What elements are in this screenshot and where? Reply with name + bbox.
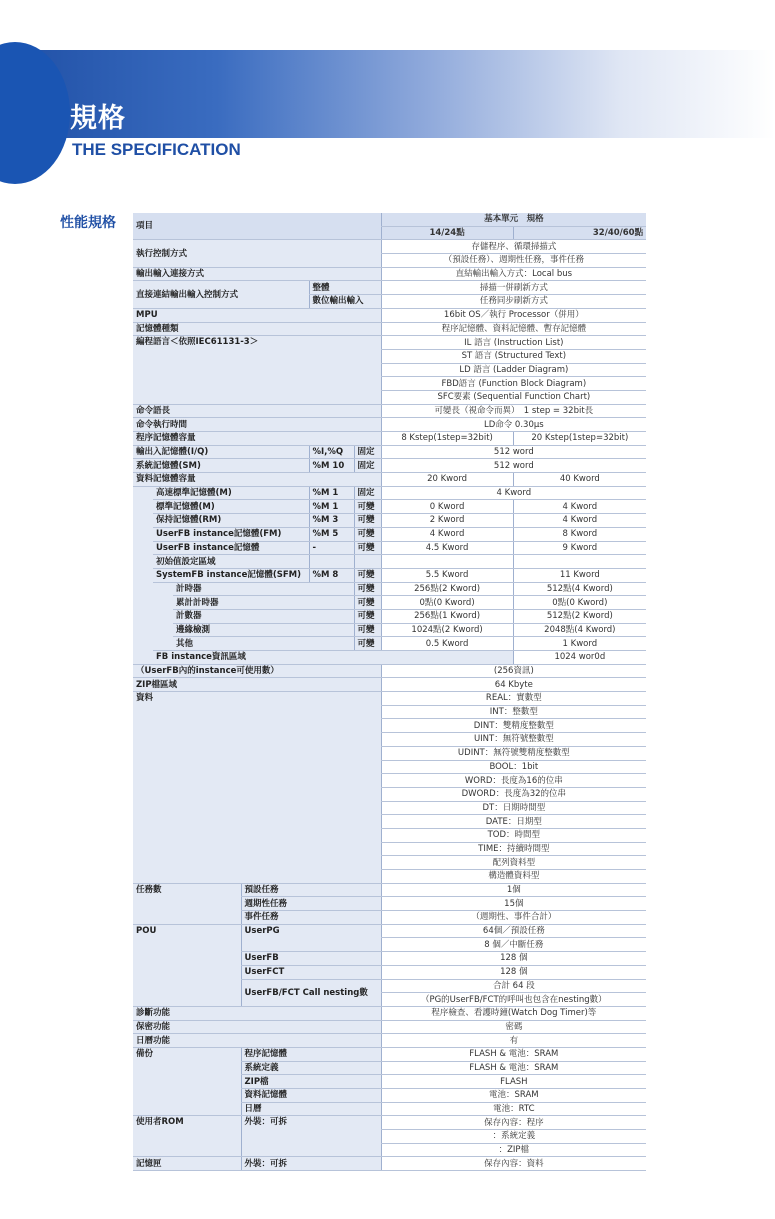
row-value: 128 個 xyxy=(381,952,646,966)
row-value: UINT：無符號整數型 xyxy=(381,733,646,747)
row-label: 標準記憶體(M) xyxy=(153,500,309,514)
row-value: 掃描一併刷新方式 xyxy=(381,281,646,295)
row-sublabel: 事件任務 xyxy=(241,911,381,925)
row-sublabel: UserFB/FCT Call nesting數 xyxy=(241,979,381,1006)
row-value: 0.5 Kword xyxy=(381,637,513,651)
row-sublabel: 週期性任務 xyxy=(241,897,381,911)
row-value: FLASH & 電池：SRAM xyxy=(381,1061,646,1075)
row-value: 程序檢查、看護時鐘(Watch Dog Timer)等 xyxy=(381,1006,646,1020)
row-value: 任務同步刷新方式 xyxy=(381,295,646,309)
table-row xyxy=(133,240,646,254)
row-value: 4.5 Kword xyxy=(381,541,513,555)
row-value: 直結輸出輸入方式：Local bus xyxy=(381,267,646,281)
row-label: SystemFB instance記憶體(SFM) xyxy=(153,568,309,582)
row-label: 任務數 xyxy=(133,883,241,924)
row-value: 4 Kword xyxy=(513,514,646,528)
row-value: LD 語言 (Ladder Diagram) xyxy=(381,363,646,377)
row-value: 4 Kword xyxy=(513,500,646,514)
table-row xyxy=(133,308,646,322)
row-value: FLASH & 電池：SRAM xyxy=(381,1047,646,1061)
row-value: 16bit OS／執行 Processor（併用） xyxy=(381,308,646,322)
row-value: 1024 wor0d xyxy=(513,651,646,665)
row-label: FB instance資訊區域 xyxy=(153,651,513,665)
row-value: ：ZIP檔 xyxy=(381,1143,646,1157)
table-row xyxy=(133,692,646,706)
row-attr: 固定 xyxy=(354,445,381,459)
table-row xyxy=(133,336,646,350)
row-value: ：系統定義 xyxy=(381,1130,646,1144)
row-sublabel: UserFB xyxy=(241,952,381,966)
row-value: 256點(2 Kword) xyxy=(381,582,513,596)
table-row xyxy=(133,281,646,295)
row-symbol: %I,%Q xyxy=(309,445,354,459)
row-value: 256點(1 Kword) xyxy=(381,609,513,623)
row-value: 64個／預設任務 xyxy=(381,924,646,938)
row-label: 計數器 xyxy=(173,609,354,623)
row-sublabel: 整體 xyxy=(309,281,381,295)
row-label: 保持記憶體(RM) xyxy=(153,514,309,528)
table-row xyxy=(133,267,646,281)
row-value: WORD：長度為16的位串 xyxy=(381,774,646,788)
table-row xyxy=(133,500,646,514)
row-value: LD命令 0.30µs xyxy=(381,418,646,432)
row-value: 5.5 Kword xyxy=(381,568,513,582)
row-value: FBD語言 (Function Block Diagram) xyxy=(381,377,646,391)
header-item: 項目 xyxy=(133,213,381,240)
row-sublabel: 外裝：可拆 xyxy=(241,1116,381,1157)
table-row xyxy=(133,637,646,651)
table-row xyxy=(133,1006,646,1020)
row-sublabel: UserFCT xyxy=(241,965,381,979)
row-label: 保密功能 xyxy=(133,1020,381,1034)
row-label: 系統記憶體(SM) xyxy=(133,459,309,473)
table-row xyxy=(133,678,646,692)
row-sublabel: 日曆 xyxy=(241,1102,381,1116)
row-label: 直接連結輸出輸入控制方式 xyxy=(133,281,309,308)
table-row xyxy=(133,1116,646,1130)
row-value: BOOL：1bit xyxy=(381,760,646,774)
row-sublabel: UserPG xyxy=(241,924,381,951)
row-value: 15個 xyxy=(381,897,646,911)
header-col-b: 32/40/60點 xyxy=(513,226,646,240)
row-symbol: %M 8 xyxy=(309,568,354,582)
table-row xyxy=(133,418,646,432)
row-sublabel: 外裝：可拆 xyxy=(241,1157,381,1171)
row-attr: 固定 xyxy=(354,486,381,500)
table-row xyxy=(133,514,646,528)
table-row xyxy=(133,1034,646,1048)
row-label: 命令語長 xyxy=(133,404,381,418)
row-label: （UserFB內的instance可使用數） xyxy=(133,664,381,678)
row-label: 程序記憶體容量 xyxy=(133,432,381,446)
table-row xyxy=(133,486,646,500)
row-value: DT：日期時間型 xyxy=(381,801,646,815)
row-label: UserFB instance記憶體 xyxy=(153,541,309,555)
header-group: 基本單元 規格 xyxy=(381,213,646,226)
row-value: 512 word xyxy=(381,445,646,459)
row-label: 命令執行時間 xyxy=(133,418,381,432)
row-value: IL 語言 (Instruction List) xyxy=(381,336,646,350)
row-value: TOD：時間型 xyxy=(381,828,646,842)
row-label: 輸出輸入連接方式 xyxy=(133,267,381,281)
row-label: 記憶體種類 xyxy=(133,322,381,336)
row-label: 日曆功能 xyxy=(133,1034,381,1048)
table-row xyxy=(133,527,646,541)
page-title: 規格 xyxy=(70,103,126,134)
row-value: （PG的UserFB/FCT的呼叫也包含在nesting數） xyxy=(381,993,646,1007)
row-value: 程序記憶體、資料記憶體、暫存記憶體 xyxy=(381,322,646,336)
row-symbol: %M 10 xyxy=(309,459,354,473)
row-sublabel: ZIP檔 xyxy=(241,1075,381,1089)
row-value: 9 Kword xyxy=(513,541,646,555)
row-sublabel: 預設任務 xyxy=(241,883,381,897)
row-label: 高速標準記憶體(M) xyxy=(153,486,309,500)
row-value: DWORD：長度為32的位串 xyxy=(381,787,646,801)
row-value: 0點(0 Kword) xyxy=(381,596,513,610)
row-label: POU xyxy=(133,924,241,1006)
row-label: 編程語言＜依照IEC61131-3＞ xyxy=(133,336,381,404)
row-value: FLASH xyxy=(381,1075,646,1089)
row-value: 密碼 xyxy=(381,1020,646,1034)
row-attr: 可變 xyxy=(354,527,381,541)
table-row xyxy=(133,445,646,459)
row-label: 初始值設定區域 xyxy=(153,555,309,569)
row-value: 保存內容：程序 xyxy=(381,1116,646,1130)
row-value: TIME：持續時間型 xyxy=(381,842,646,856)
row-value: 8 Kstep(1step=32bit) xyxy=(381,432,513,446)
spec-table xyxy=(133,213,646,1171)
table-row xyxy=(133,596,646,610)
row-value: 電池：RTC xyxy=(381,1102,646,1116)
row-value: 0點(0 Kword) xyxy=(513,596,646,610)
row-value: 可變長（視命令而異） 1 step = 32bit長 xyxy=(381,404,646,418)
row-value: （週期性、事件合計） xyxy=(381,911,646,925)
row-value: (256資訊) xyxy=(381,664,646,678)
row-value: DINT：雙精度整數型 xyxy=(381,719,646,733)
row-label: 輸出入記憶體(I/Q) xyxy=(133,445,309,459)
row-value: 電池：SRAM xyxy=(381,1089,646,1103)
row-value: 20 Kstep(1step=32bit) xyxy=(513,432,646,446)
row-label: ZIP檔區域 xyxy=(133,678,381,692)
row-symbol: %M 3 xyxy=(309,514,354,528)
row-attr: 固定 xyxy=(354,459,381,473)
row-value: 4 Kword xyxy=(381,527,513,541)
row-value: 有 xyxy=(381,1034,646,1048)
row-label: UserFB instance記憶體(FM) xyxy=(153,527,309,541)
row-label: 執行控制方式 xyxy=(133,240,381,267)
row-value: （預設任務）、週期性任務，事件任務 xyxy=(381,254,646,268)
page-subtitle: THE SPECIFICATION xyxy=(72,140,241,159)
row-label: 資料記憶體容量 xyxy=(133,473,381,487)
row-value: 2 Kword xyxy=(381,514,513,528)
row-label: MPU xyxy=(133,308,381,322)
row-label: 備份 xyxy=(133,1047,241,1115)
table-header-row xyxy=(133,213,646,226)
row-label: 計時器 xyxy=(173,582,354,596)
row-label: 使用者ROM xyxy=(133,1116,241,1157)
row-value: 1024點(2 Kword) xyxy=(381,623,513,637)
row-value: 512點(4 Kword) xyxy=(513,582,646,596)
row-value: 配列資料型 xyxy=(381,856,646,870)
row-value: 128 個 xyxy=(381,965,646,979)
row-label: 累計計時器 xyxy=(173,596,354,610)
row-label: 診斷功能 xyxy=(133,1006,381,1020)
table-row xyxy=(133,1157,646,1171)
row-value: 8 Kword xyxy=(513,527,646,541)
row-value: 構造體資料型 xyxy=(381,870,646,884)
row-value: 512點(2 Kword) xyxy=(513,609,646,623)
section-heading: 性能規格 xyxy=(60,215,116,231)
row-attr: 可變 xyxy=(354,500,381,514)
row-symbol: %M 1 xyxy=(309,486,354,500)
row-label: 邊緣檢測 xyxy=(173,623,354,637)
row-sublabel: 系統定義 xyxy=(241,1061,381,1075)
header-col-a: 14/24點 xyxy=(381,226,513,240)
row-value: 1 Kword xyxy=(513,637,646,651)
row-label: 記憶匣 xyxy=(133,1157,241,1171)
row-attr: 可變 xyxy=(354,637,381,651)
row-attr: 可變 xyxy=(354,514,381,528)
row-value: 11 Kword xyxy=(513,568,646,582)
table-row xyxy=(133,1047,646,1061)
row-value: 20 Kword xyxy=(381,473,513,487)
row-value: SFC要素 (Sequential Function Chart) xyxy=(381,390,646,404)
row-sublabel: 程序記憶體 xyxy=(241,1047,381,1061)
row-attr: 可變 xyxy=(354,623,381,637)
table-row xyxy=(133,555,646,569)
table-row xyxy=(133,404,646,418)
row-attr: 可變 xyxy=(354,568,381,582)
row-sublabel: 數位輸出輸入 xyxy=(309,295,381,309)
row-value: INT：整數型 xyxy=(381,705,646,719)
table-row xyxy=(133,432,646,446)
row-value: 2048點(4 Kword) xyxy=(513,623,646,637)
row-attr: 可變 xyxy=(354,582,381,596)
table-row xyxy=(133,459,646,473)
row-symbol: - xyxy=(309,541,354,555)
row-value: 64 Kbyte xyxy=(381,678,646,692)
row-value: UDINT：無符號雙精度整數型 xyxy=(381,746,646,760)
row-value: REAL：實數型 xyxy=(381,692,646,706)
table-row xyxy=(133,1020,646,1034)
table-row xyxy=(133,883,646,897)
table-row xyxy=(133,322,646,336)
row-sublabel: 資料記憶體 xyxy=(241,1089,381,1103)
row-symbol: %M 1 xyxy=(309,500,354,514)
row-value: 0 Kword xyxy=(381,500,513,514)
row-value: 4 Kword xyxy=(381,486,646,500)
table-row xyxy=(133,664,646,678)
row-attr: 可變 xyxy=(354,596,381,610)
table-row xyxy=(133,582,646,596)
row-value: ST 語言 (Structured Text) xyxy=(381,349,646,363)
row-value: 512 word xyxy=(381,459,646,473)
row-value: 1個 xyxy=(381,883,646,897)
table-row xyxy=(133,651,646,665)
row-attr: 可變 xyxy=(354,541,381,555)
row-value: DATE：日期型 xyxy=(381,815,646,829)
row-label: 其他 xyxy=(173,637,354,651)
table-row xyxy=(133,473,646,487)
table-row xyxy=(133,623,646,637)
row-value: 40 Kword xyxy=(513,473,646,487)
row-value: 存儲程序、循環掃描式 xyxy=(381,240,646,254)
table-row xyxy=(133,568,646,582)
row-label: 資料 xyxy=(133,692,381,884)
row-value: 合計 64 段 xyxy=(381,979,646,993)
row-symbol: %M 5 xyxy=(309,527,354,541)
table-row xyxy=(133,609,646,623)
row-attr: 可變 xyxy=(354,609,381,623)
row-value: 保存內容：資料 xyxy=(381,1157,646,1171)
table-row xyxy=(133,541,646,555)
table-row xyxy=(133,924,646,938)
row-value: 8 個／中斷任務 xyxy=(381,938,646,952)
